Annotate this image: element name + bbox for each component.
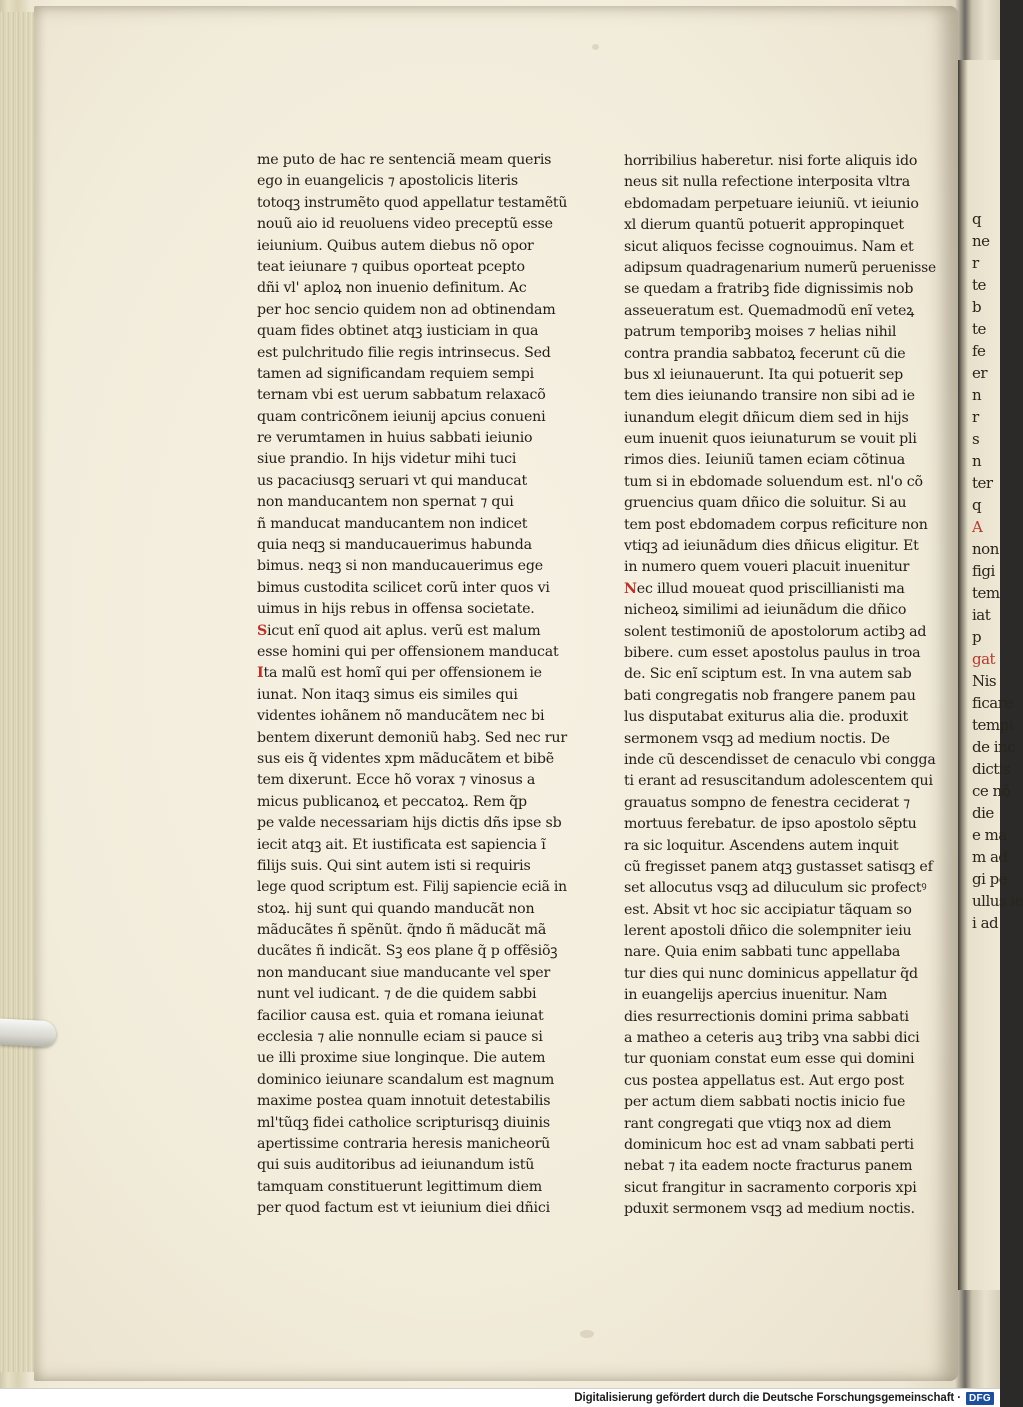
next-page-fragment: Nis	[972, 672, 997, 690]
text-line: iunandum elegit dñicum diem sed in hijs	[624, 409, 909, 426]
text-line: vtiqꝫ ad ieiunãdum dies dñicus eligitur. Et	[624, 538, 919, 555]
text-line: rimos dies. Ieiuniũ tamen eciam cõtinua	[624, 452, 906, 469]
text-line: nicheoꝝ similimi ad ieiunãdum die dñico	[624, 602, 907, 619]
text-line: ue illi proxime siue longinque. Die autem	[257, 1050, 546, 1067]
text-line: rant congregati que vtiqꝫ nox ad diem	[624, 1115, 892, 1132]
line-remainder: ec illud moueat quod priscillianisti ma	[636, 580, 905, 597]
next-page-fragment: p	[972, 628, 982, 646]
next-page-fragment: te	[972, 320, 986, 338]
text-line: stoꝝ. hij sunt qui quando manducãt non	[257, 900, 535, 917]
right-text-column	[624, 151, 936, 1221]
line-remainder: ta malũ est homĩ qui per offensionem ie	[263, 665, 542, 682]
text-line	[257, 621, 567, 642]
text-line: tamquam constituerunt legittimum diem	[257, 1178, 543, 1195]
text-line: uimus in hijs rebus in offensa societate.	[257, 601, 535, 618]
next-page-fragment: n	[972, 452, 982, 470]
text-line: ecclesia ⁊ alie nonnulle eciam si pauce si	[257, 1029, 543, 1046]
next-page-text	[958, 208, 1023, 934]
text-line: in euangelijs apercius inuenitur. Nam	[624, 987, 888, 1004]
text-line: dñi vl' aploꝝ non inuenio definitum. Ac	[257, 280, 527, 297]
text-line: tamen ad significandam requiem sempi	[257, 365, 534, 382]
text-line: tem dies ieiunando transire non sibi ad ie	[624, 388, 915, 405]
text-line: eum inuenit quos ieiunaturum se vouit pli	[624, 431, 917, 448]
text-line: tem post ebdomadem corpus reficiture non	[624, 516, 928, 533]
text-line: bimus. neqꝫ si non manducauerimus ege	[257, 558, 543, 575]
footer-bar	[0, 1388, 1000, 1407]
text-line: inde cũ descendisset de cenaculo vbi congga	[624, 751, 936, 768]
text-line: ieiunium. Quibus autem diebus nõ opor	[257, 237, 534, 254]
text-line: qui suis auditoribus ad ieiunandum istũ	[257, 1157, 535, 1174]
next-page-fragment: i ad	[972, 914, 999, 932]
text-line: bentem dixerunt demoniũ habꝫ. Sed nec rur	[257, 729, 567, 746]
page-stack-edge	[0, 12, 36, 1372]
text-line: set allocutus vsqꝫ ad diluculum sic profectꝰ	[624, 880, 927, 897]
text-line: ra sic loquitur. Ascendens autem inquit	[624, 837, 899, 854]
text-line: sus eis q̃ videntes xpm mãducãtem et bibẽ	[257, 750, 554, 767]
text-line: in numero quem voueri placuit inuenitur	[624, 559, 910, 576]
text-line: sermonem vsqꝫ ad medium noctis. De	[624, 730, 890, 747]
text-line: est. Absit vt hoc sic accipiatur tãquam so	[624, 901, 912, 918]
next-page-fragment: er	[972, 364, 988, 382]
text-line: per hoc sencio quidem non ad obtinendam	[257, 301, 556, 318]
text-line: bus xl ieiunauerunt. Ita qui potuerit sep	[624, 366, 904, 383]
text-line: ducãtes ñ indicãt. Sꝫ eos plane q̃ p offẽsiõꝫ	[257, 943, 558, 960]
text-line: facilior causa est. quia et romana ieiunat	[257, 1007, 544, 1024]
text-line: totoqꝫ instrumẽto quod appellatur testamẽtũ	[257, 194, 568, 211]
next-page-fragment: ter	[972, 474, 993, 492]
text-line: dominicum hoc est ad vnam sabbati perti	[624, 1136, 914, 1153]
next-page-fragment: tempi	[972, 716, 1014, 734]
next-page-fragment: n	[972, 386, 982, 404]
text-line: ebdomadam perpetuare ieiuniũ. vt ieiunio	[624, 195, 919, 212]
text-line: ñ manducat manducantem non indicet	[257, 515, 528, 532]
text-line: mortuus ferebatur. de ipso apostolo sẽptu	[624, 816, 917, 833]
text-line: asseueratum est. Quemadmodũ enĩ veteꝝ	[624, 302, 915, 319]
dfg-logo: DFG	[966, 1392, 994, 1405]
text-line: sicut frangitur in sacramento corporis xpi	[624, 1179, 917, 1196]
text-line: cus postea appellatus est. Aut ergo post	[624, 1072, 904, 1089]
text-line: esse homini qui per offensionem manducat	[257, 643, 559, 660]
next-page-fragment: gat	[972, 650, 996, 668]
text-line: nouũ aio id reuoluens video preceptũ esse	[257, 216, 553, 233]
text-line: apertissime contraria heresis manicheorũ	[257, 1135, 551, 1152]
next-page-fragment: dictis	[972, 760, 1011, 778]
next-page-fragment: A	[972, 518, 983, 536]
text-line: tum si in ebdomade soluendum est. nl'o cõ	[624, 473, 923, 490]
text-line: iecit atqꝫ ait. Et iustificata est sapiencia ĩ	[257, 836, 546, 853]
next-page-fragment: b	[972, 298, 982, 316]
rubric-initial: S	[257, 622, 268, 639]
text-line: gruencius quam dñico die soluitur. Si au	[624, 495, 907, 512]
next-page-strip	[958, 60, 1023, 1290]
next-page-fragment: e ma	[972, 826, 1007, 844]
text-line: neus sit nulla refectione interposita vltra	[624, 174, 910, 191]
next-page-fragment: tem	[972, 584, 1000, 602]
text-line: re verumtamen in huius sabbati ieiunio	[257, 430, 533, 447]
paper-stain	[592, 44, 599, 50]
rubric-initial: I	[257, 665, 264, 682]
text-line: lege quod scriptum est. Filij sapiencie eciã in	[257, 879, 567, 896]
text-line: nunt vel iudicant. ⁊ de die quidem sabbi	[257, 986, 537, 1003]
text-line: ml'tũqꝫ fidei catholice scripturisqꝫ diuinis	[257, 1114, 550, 1131]
next-page-fragment: iat	[972, 606, 991, 624]
footer-credit: Digitalisierung gefördert durch die Deutsche Forschungsgemeinschaft ·	[574, 1392, 961, 1404]
text-line: ti erant ad resuscitandum adolescentem qui	[624, 773, 933, 790]
paper-stain	[580, 1330, 594, 1338]
text-line: me puto de hac re sentenciã meam queris	[257, 152, 552, 168]
next-page-fragment: non	[972, 540, 999, 558]
text-line: lus disputabat exiturus alia die. produxit	[624, 709, 908, 726]
text-line: grauatus sompno de fenestra ceciderat ⁊	[624, 794, 911, 811]
text-line: pduxit sermonem vsqꝫ ad medium noctis.	[624, 1201, 915, 1218]
next-page-fragment: die	[972, 804, 994, 822]
next-page-fragment: ficare	[972, 694, 1013, 712]
text-line: quam contricõnem ieiunij apcius conueni	[257, 408, 546, 425]
text-line: xl dierum quantũ potuerit appropinquet	[624, 217, 904, 234]
next-page-fragment: ne	[972, 232, 990, 250]
text-line: iunat. Non itaqꝫ simus eis similes qui	[257, 686, 518, 703]
text-line: lerent apostoli dñico die solempniter ieiu	[624, 923, 912, 940]
next-page-fragment: te	[972, 276, 986, 294]
text-line: ego in euangelicis ⁊ apostolicis literis	[257, 173, 518, 190]
text-line: us pacaciusqꝫ seruari vt qui manducat	[257, 472, 527, 489]
next-page-fragment: r	[972, 254, 979, 272]
text-line: tur dies qui nunc dominicus appellatur q̃d	[624, 965, 918, 982]
text-line: per quod factum est vt ieiunium diei dñici	[257, 1200, 550, 1217]
next-page-fragment: figi	[972, 562, 995, 580]
bookmark-strip	[0, 1019, 56, 1048]
text-line: filijs suis. Qui sint autem isti si requiris	[257, 857, 531, 874]
text-line: dominico ieiunare scandalum est magnum	[257, 1071, 555, 1088]
text-line: maxime postea quam innotuit detestabilis	[257, 1093, 551, 1110]
next-page-fragment: q	[972, 210, 982, 228]
next-page-fragment: de inc	[972, 738, 1016, 756]
text-line: cũ fregisset panem atqꝫ gustasset satisqꝫ ef	[624, 858, 933, 875]
next-page-fragment: ullus ie	[972, 892, 1023, 910]
text-line: siue prandio. In hijs videtur mihi tuci	[257, 451, 517, 468]
next-page-fragment: m ad	[972, 848, 1008, 866]
text-line: tem dixerunt. Ecce hõ vorax ⁊ vinosus a	[257, 772, 536, 789]
text-line	[257, 663, 567, 684]
text-line: pe valde necessariam hijs dictis dñs ipse sb	[257, 815, 562, 832]
rubric-initial: N	[624, 580, 637, 597]
text-line: micus publicanoꝝ et peccatoꝝ. Rem q̃p	[257, 793, 527, 810]
text-line: non manducantem non spernat ⁊ qui	[257, 494, 514, 511]
text-line: a matheo a ceteris auꝫ tribꝫ vna sabbi dici	[624, 1030, 920, 1047]
text-line: ternam vbi est uerum sabbatum relaxacõ	[257, 387, 546, 404]
line-remainder: icut enĩ quod ait aplus. verũ est malum	[267, 622, 541, 639]
text-line: patrum temporibꝫ moises ⁊ helias nihil	[624, 324, 897, 341]
next-page-fragment: s	[972, 430, 980, 448]
left-text-column	[257, 150, 567, 1220]
text-line: quia neqꝫ si manducauerimus habunda	[257, 537, 532, 554]
text-line: mãducãtes ñ spẽnũt. q̃ndo ñ mãducãt mã	[257, 922, 547, 939]
text-line: dies resurrectionis domini prima sabbati	[624, 1008, 909, 1025]
text-line: quam fides obtinet atqꝫ iusticiam in qua	[257, 323, 539, 340]
text-line: non manducant siue manducante vel sper	[257, 964, 551, 981]
text-line: adipsum quadragenarium numerũ peruenisse	[624, 259, 937, 276]
text-line: tur quoniam constat eum esse qui domini	[624, 1051, 915, 1068]
text-line: nebat ⁊ ita eadem nocte fracturus panem	[624, 1158, 913, 1175]
text-line: horribilius haberetur. nisi forte aliquis ido	[624, 153, 918, 169]
text-line: de. Sic enĩ sciptum est. In vna autem sab	[624, 666, 912, 683]
text-line: teat ieiunare ⁊ quibus oporteat pcepto	[257, 258, 525, 275]
text-line	[624, 579, 936, 600]
text-line: est pulchritudo filie regis intrinsecus. Sed	[257, 344, 551, 361]
next-page-fragment: q	[972, 496, 982, 514]
text-line: per actum diem sabbati noctis inicio fue	[624, 1094, 906, 1111]
next-page-fragment: r	[972, 408, 979, 426]
text-line: solent testimoniũ de apostolorum actibꝫ ad	[624, 623, 927, 640]
next-page-fragment: ce nõ	[972, 782, 1011, 800]
text-line: contra prandia sabbatoꝝ fecerunt cũ die	[624, 345, 906, 362]
text-line: videntes iohãnem nõ manducãtem nec bi	[257, 708, 545, 725]
text-line: nare. Quia enim sabbati tunc appellaba	[624, 944, 901, 961]
text-line: bimus custodita scilicet corũ inter quos vi	[257, 579, 550, 596]
text-line: sicut aliquos fecisse cognouimus. Nam et	[624, 238, 914, 255]
text-line: se quedam a fratribꝫ fide dignissimis nob	[624, 281, 914, 298]
text-line: bati congregatis nob frangere panem pau	[624, 687, 916, 704]
text-line: bibere. cum esset apostolus paulus in troa	[624, 644, 921, 661]
next-page-fragment: fe	[972, 342, 986, 360]
next-page-fragment: gi pe	[972, 870, 1008, 888]
